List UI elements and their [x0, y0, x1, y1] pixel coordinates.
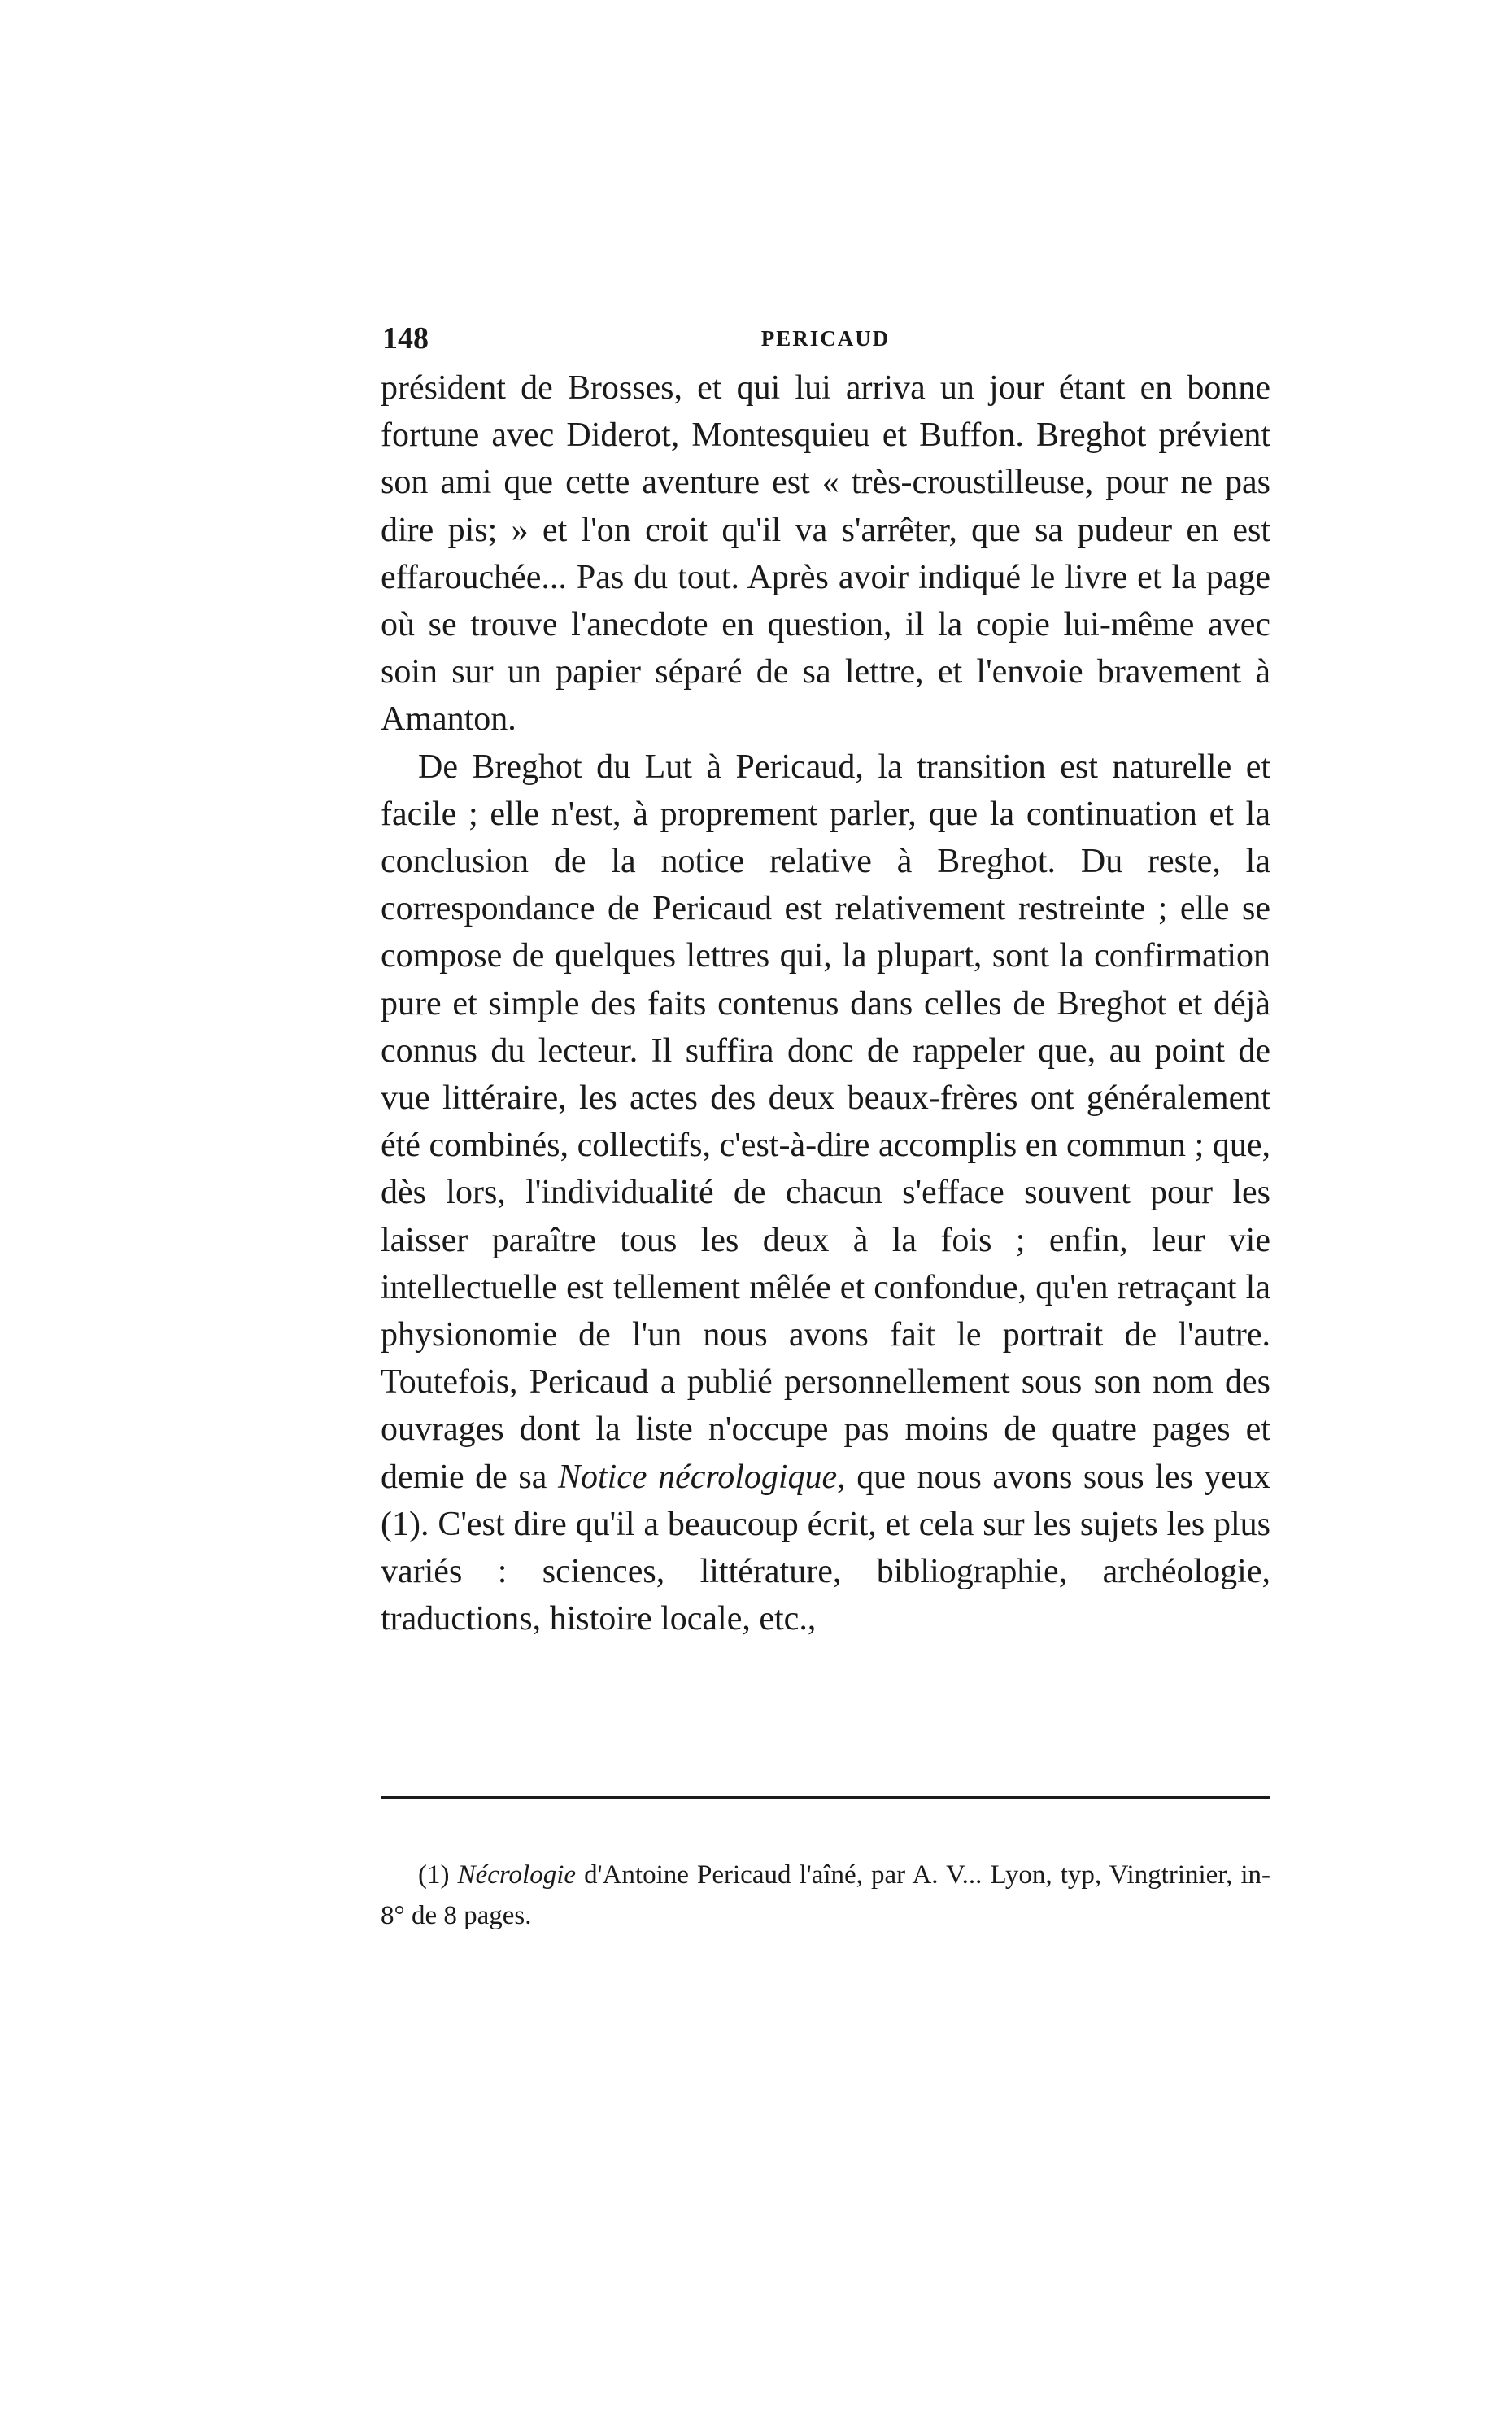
- footnote-divider: [381, 1796, 1270, 1799]
- footnote-text: d'Antoine Pericaud l'aîné, par A. V... Lyon, typ, Vingtrinier, in-8° de 8 pages.: [381, 1860, 1271, 1930]
- notice-necrologique-title: Notice nécrologique,: [557, 1458, 846, 1496]
- footnote-1: [381, 1855, 1270, 1936]
- running-head: PERICAUD: [760, 326, 891, 351]
- paragraph-2-text-after-italic: que nous avons sous les yeux (1). C'est dire qu'il a beaucoup écrit, et cela sur les sujets les plus variés : sciences, littérature, bibliographie, archéologie, traductions, histoire locale, etc.,: [381, 1458, 1271, 1638]
- paragraph-2: [381, 743, 1270, 1643]
- page-number: 148: [382, 321, 429, 355]
- footnote: [381, 1855, 1270, 1936]
- page-header: [382, 314, 1269, 363]
- footnote-marker: (1): [418, 1860, 450, 1890]
- paragraph-2-text-before-italic: De Breghot du Lut à Pericaud, la transition est naturelle et facile ; elle n'est, à proprement parler, que la continuation et la conclusion de la notice relative à Breghot. Du reste, la correspondance de Pericaud est relativement restreinte ; elle se compose de quelques lettres qui, la plupart, sont la confirmation pure et simple des faits contenus dans celles de Breghot et déjà connus du lecteur. Il suffira donc de rappeler que, au point de vue littéraire, les actes des deux beaux-frères ont généralement été combinés, collectifs, c'est-à-dire accomplis en commun ; que, dès lors, l'individualité de chacun s'efface souvent pour les laisser paraître tous les deux à la fois ; enfin, leur vie intellectuelle est tellement mêlée et confondue, qu'en retraçant la physionomie de l'un nous avons fait le portrait de l'autre. Toutefois, Pericaud a publié personnellement sous son nom des ouvrages dont la liste n'occupe pas moins de quatre pages et demie de sa: [381, 748, 1270, 1496]
- body-text: [381, 364, 1270, 1642]
- paragraph-1: président de Brosses, et qui lui arriva un jour étant en bonne fortune avec Diderot, Montesquieu et Buffon. Breghot prévient son ami que cette aventure est « très-croustilleuse, pour ne pas dire pis; » et l'on croit qu'il va s'arrêter, que sa pudeur en est effarouchée... Pas du tout. Après avoir indiqué le livre et la page où se trouve l'anecdote en question, il la copie lui-même avec soin sur un papier séparé de sa lettre, et l'envoie bravement à Amanton.: [381, 369, 1270, 739]
- footnote-italic-title: Nécrologie: [457, 1860, 577, 1890]
